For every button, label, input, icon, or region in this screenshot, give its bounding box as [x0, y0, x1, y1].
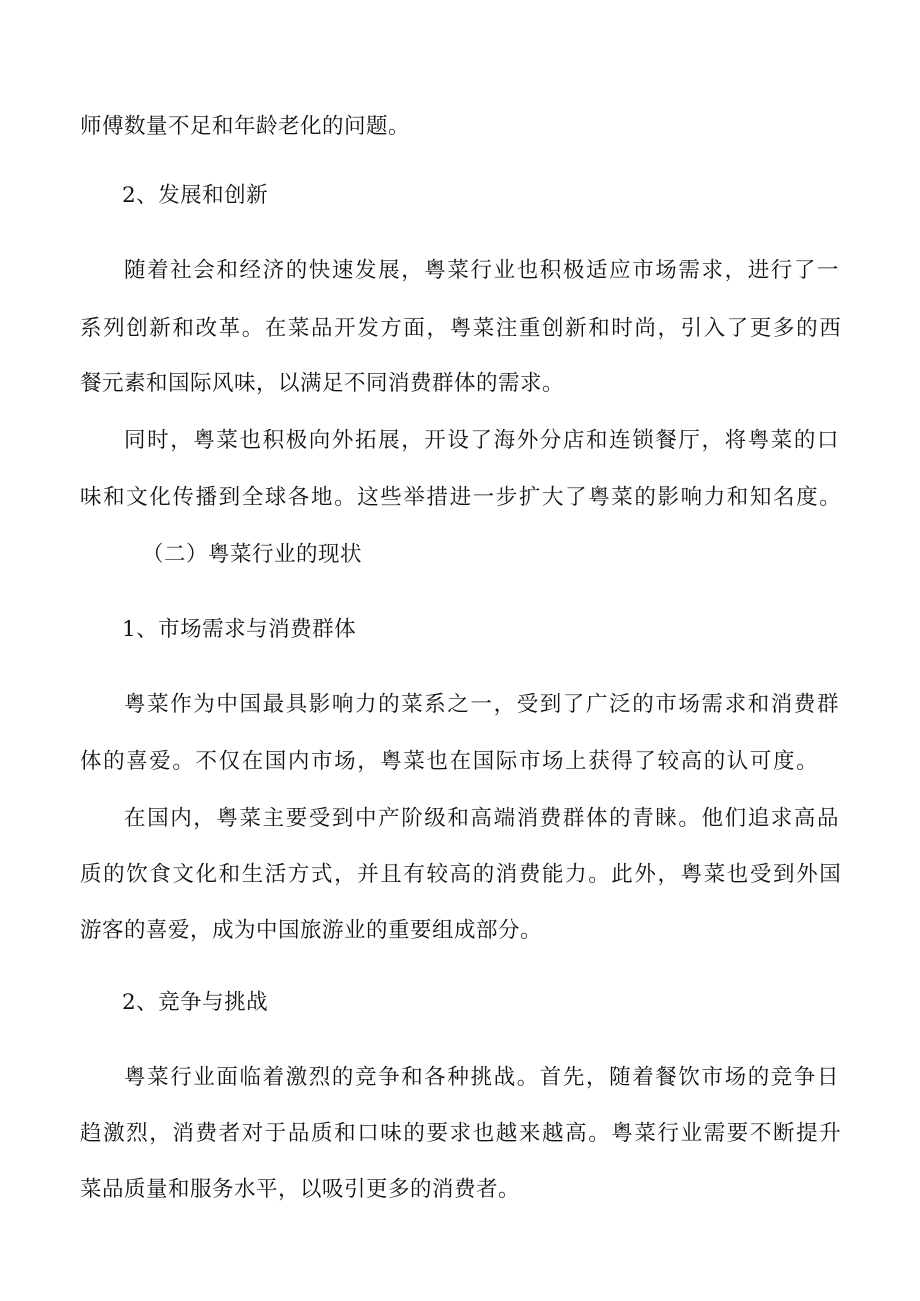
paragraph-line: 随着社会和经济的快速发展，粤菜行业也积极适应市场需求，进行了一	[124, 258, 841, 283]
paragraph-line: 体的喜爱。不仅在国内市场，粤菜也在国际市场上获得了较高的认可度。	[80, 749, 820, 774]
paragraph-line: 餐元素和国际风味，以满足不同消费群体的需求。	[80, 371, 565, 396]
paragraph-line: 趋激烈，消费者对于品质和口味的要求也越来越高。粤菜行业需要不断提升	[80, 1121, 843, 1146]
paragraph-line: 系列创新和改革。在菜品开发方面，粤菜注重创新和时尚，引入了更多的西	[80, 316, 843, 341]
paragraph-line: 游客的喜爱，成为中国旅游业的重要组成部分。	[80, 918, 543, 943]
paragraph-line: 同时，粤菜也积极向外拓展，开设了海外分店和连锁餐厅，将粤菜的口	[124, 428, 841, 453]
section-heading: 2、发展和创新	[122, 183, 269, 208]
paragraph-line: 粤菜行业面临着激烈的竞争和各种挑战。首先，随着餐饮市场的竞争日	[124, 1065, 841, 1090]
paragraph-line: 质的饮食文化和生活方式，并且有较高的消费能力。此外，粤菜也受到外国	[80, 862, 843, 887]
section-heading: 1、市场需求与消费群体	[122, 617, 357, 642]
paragraph-line: 师傅数量不足和年龄老化的问题。	[80, 114, 411, 139]
paragraph-line: 味和文化传播到全球各地。这些举措进一步扩大了粤菜的影响力和知名度。	[80, 485, 843, 510]
section-heading: （二）粤菜行业的现状	[142, 542, 363, 567]
paragraph-line: 菜品质量和服务水平，以吸引更多的消费者。	[80, 1177, 521, 1202]
paragraph-line: 在国内，粤菜主要受到中产阶级和高端消费群体的青睐。他们追求高品	[124, 806, 841, 831]
section-heading: 2、竞争与挑战	[122, 990, 269, 1015]
paragraph-line: 粤菜作为中国最具影响力的菜系之一，受到了广泛的市场需求和消费群	[124, 692, 841, 717]
